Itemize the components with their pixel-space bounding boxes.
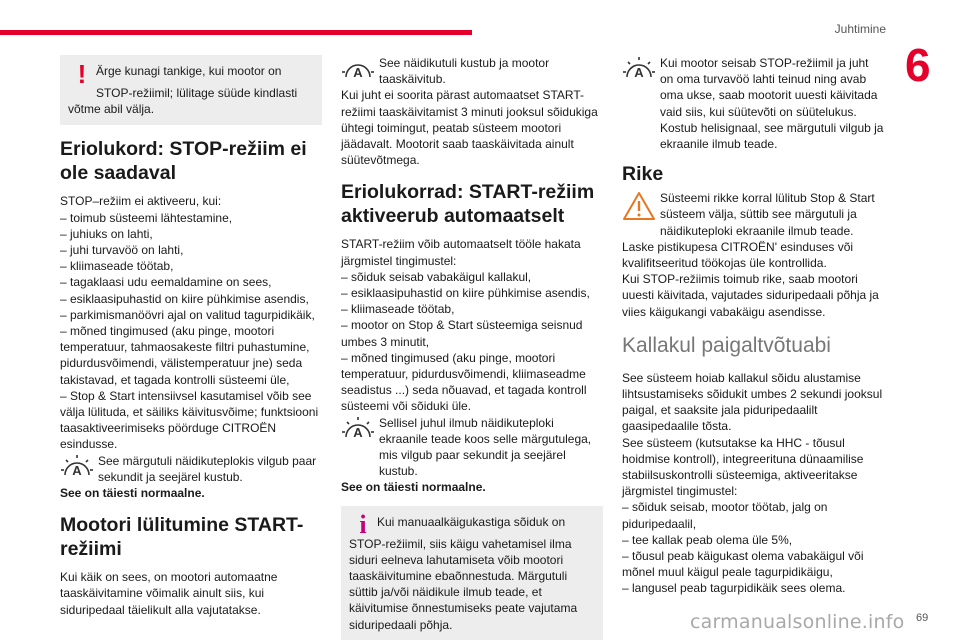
list-item: – langusel peab tagurpidikäik sees olema.	[622, 581, 846, 596]
icon-note-text: Sellisel juhul ilmub näidikuteploki ekraanile teade koos selle märgutulega, mis vilgub paar sekundit ja seejärel kustub.	[379, 415, 592, 479]
rike-paragraph-2: Laske pistikupesa CITROËN' esinduses või kvalifitseeritud töökojas üle kontrollida.	[622, 239, 854, 271]
auto-stop-icon	[622, 55, 656, 87]
svg-text:A: A	[634, 65, 644, 80]
icon-note-text: Kui mootor seisab STOP-režiimil ja juht on oma turvavöö lahti teinud ning avab oma ukse, saab mootorit uuesti käivitada vaid siis, kui süütevõti on süütelukus. Kostub helisignaal, see märgutuli vilgub ja ekraanile ilmub teade.	[660, 56, 884, 152]
auto-stop-icon	[60, 453, 94, 485]
info-text-rest: STOP-režiimil, siis käigu vahetamisel ilma siduri eelneva lahutamiseta võib mootori taaskäivitumine ebaõnnestuda. Märgutuli süttib ja/või näidikule ilmub teade, et käivitumise õnnestumiseks peate vajutama siduripedaali põhja.	[349, 536, 578, 632]
info-box	[341, 506, 603, 640]
column-3	[622, 55, 884, 597]
list-item: – mootor on Stop & Start süsteemiga seisnud umbes 3 minutit,	[341, 318, 583, 349]
heading-hill-assist: Kallakul paigaltvõtuabi	[622, 333, 831, 357]
warning-text-first: Ärge kunagi tankige, kui mootor on	[96, 64, 282, 78]
rike-text: Süsteemi rikke korral lülitub Stop & Start süsteem välja, süttib see märgutuli ja näidikuteploki ekraanile ilmub teade.	[660, 191, 875, 238]
list-item: – tee kallak peab olema üle 5%,	[622, 532, 793, 547]
column-1	[60, 55, 322, 618]
icon-note	[60, 453, 322, 485]
icon-note	[341, 55, 603, 87]
svg-text:A: A	[353, 424, 363, 440]
list-item: – juhiuks on lahti,	[60, 226, 153, 241]
list-item: – kliimaseade töötab,	[60, 259, 174, 274]
warning-text-last: võtme abil välja.	[68, 102, 155, 117]
heading-rike: Rike	[622, 163, 664, 186]
list-item: – sõiduk seisab, mootor töötab, jalg on piduripedaalil,	[622, 500, 828, 531]
list-item: – juhi turvavöö on lahti,	[60, 243, 184, 258]
icon-note	[622, 55, 884, 152]
list-item: – mõned tingimused (aku pinge, mootori temperatuur, tahmaosakeste filtri puhastumine, pidurdusvõimendi, välistemperatuur jne) seda takistavad, et tagada kontrolli süsteemi üle,	[60, 324, 310, 387]
list-item: – tõusul peab käigukast olema vabakäigul või mõnel muul käigul peale tagurpidikäigu,	[622, 549, 864, 580]
normal-note: See on täiesti normaalne.	[341, 480, 486, 495]
info-text-first: Kui manuaalkäigukastiga sõiduk on	[377, 514, 566, 529]
icon-note	[622, 190, 884, 239]
icon-note-text: See märgutuli näidikuteplokis vilgub paar sekundit ja seejärel kustub.	[98, 453, 317, 484]
list-intro: START-režiim võib automaatselt tööle hakata järgmistel tingimustel:	[341, 237, 581, 268]
list-item: – toimub süsteemi lähtestamine,	[60, 210, 233, 225]
header-accent-bar	[0, 30, 472, 35]
warning-box	[60, 55, 322, 125]
list-item: – parkimismanöövri ajal on valitud tagurpidikäik,	[60, 307, 315, 322]
list-item: – Stop & Start intensiivsel kasutamisel võib see välja lülituda, et säiliks käivitusvõime; funktsiooni taasaktiveerimiseks pöörduge CITROËN esindusse.	[60, 388, 319, 452]
rike-paragraph-3: Kui STOP-režiimis toimub rike, saab mootori uuesti käivitada, vajutades siduripedaali põhja ja viies käigukangi vabakäigu asendisse.	[622, 272, 879, 319]
warning-text-rest: STOP-režiimil; lülitage süüde kindlasti	[96, 86, 298, 100]
list-item: – kliimaseade töötab,	[341, 302, 455, 317]
stop-conditions-list	[60, 210, 322, 453]
list-intro: STOP–režiim ei aktiveeru, kui:	[60, 194, 222, 209]
heading-start-mode: Mootori lülitumine START-režiimi	[60, 514, 304, 561]
list-item: – mõned tingimused (aku pinge, mootori temperatuur, pidurdusvõimendi, kliimaseadme seadistus ...) seda nõuavad, et tagada kontroll süsteemi või sõiduki üle.	[341, 350, 587, 414]
watermark: carmanualsonline.info	[690, 611, 905, 633]
chapter-number: 6	[905, 39, 931, 91]
hhc-paragraph-2: See süsteem (kutsutakse ka HHC - tõusul hoidmise kontroll), integreerituna dünaamilise stabiilsuskontrolli süsteemiga, aktiveeritakse järgmistel tingimustel:	[622, 435, 864, 499]
icon-note	[341, 415, 603, 480]
hhc-conditions-list	[622, 499, 884, 596]
heading-stop-unavailable: Eriolukord: STOP-režiim ei ole saadaval	[60, 138, 307, 185]
start-conditions-list	[341, 269, 603, 415]
icon-note-text: See näidikutuli kustub ja mootor taaskäivitub.	[379, 56, 550, 87]
svg-text:A: A	[353, 65, 363, 80]
list-item: – sõiduk seisab vabakäigul kallakul,	[341, 269, 532, 284]
page-number: 69	[916, 612, 929, 624]
paragraph: Kui juht ei soorita pärast automaatset START-režiimi taaskäivitamist 3 minuti jooksul sõidukiga ühtegi toimingut, peatab süsteem mootori jäädavalt. Mootorit saab taaskäivitada ainult süütevõtmega.	[341, 88, 598, 168]
list-item: – esiklaasipuhastid on kiire pühkimise asendis,	[60, 291, 309, 306]
heading-start-auto: Eriolukorrad: START-režiim aktiveerub automaatselt	[341, 181, 595, 228]
list-item: – esiklaasipuhastid on kiire pühkimise asendis,	[341, 286, 590, 301]
auto-stop-icon	[341, 415, 375, 447]
svg-text:A: A	[72, 462, 82, 478]
hhc-paragraph-1: See süsteem hoiab kallakul sõidu alustamise lihtsustamiseks sõidukit umbes 2 sekundi jooksul paigal, et saaksite jala piduripedaalilt gaasipedaalile tõsta.	[622, 370, 883, 434]
info-icon: i	[359, 509, 367, 539]
auto-stop-icon	[341, 55, 375, 87]
normal-note: See on täiesti normaalne.	[60, 486, 205, 501]
warning-triangle-icon	[622, 190, 656, 222]
start-mode-paragraph: Kui käik on sees, on mootori automaatne taaskäivitamine võimalik ainult siis, kui siduripedaal täielikult alla vajutatakse.	[60, 570, 278, 617]
column-2	[341, 55, 603, 640]
list-item: – tagaklaasi udu eemaldamine on sees,	[60, 275, 272, 290]
section-name: Juhtimine	[834, 22, 886, 36]
exclamation-icon: !	[77, 59, 87, 89]
